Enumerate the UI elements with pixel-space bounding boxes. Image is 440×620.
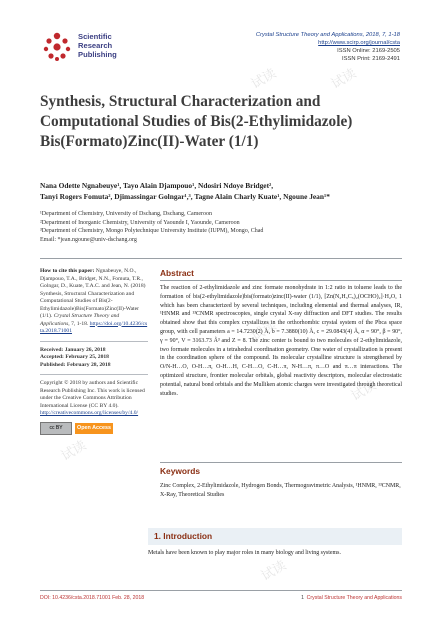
affiliations (40, 210, 402, 244)
divider (40, 258, 402, 259)
affiliation: ³Department of Chemistry, Mongo Polytechnique University Institute (IUPM), Mongo, Chad (40, 228, 264, 235)
page-footer (40, 595, 402, 601)
copyright-text: Copyright © 2018 by authors and Scientific Research Publishing Inc. This work is licensed under the Creative Commons Attribution International License (CC BY 4.0). (40, 380, 145, 409)
license-badges (40, 422, 148, 435)
affiliation: ¹Department of Chemistry, University of Dschang, Dschang, Cameroon (40, 211, 213, 217)
received-date: Received: January 26, 2018 (40, 346, 106, 353)
author-line: Nana Odette Ngnabeuye¹, Tayo Alain Djampouo¹, Ndosiri Ndoye Bridget², (40, 181, 274, 190)
watermark: 试读 (258, 557, 289, 584)
watermark: 试读 (58, 437, 89, 464)
journal-url-link[interactable]: http://www.scirp.org/journal/csta (318, 40, 400, 46)
page-number: 1 (301, 595, 304, 601)
divider (40, 374, 148, 375)
affiliation: ²Department of Inorganic Chemistry, University of Yaounde I, Yaounde, Cameroon (40, 219, 240, 226)
divider (160, 462, 402, 463)
journal-header (256, 31, 400, 63)
watermark: 试读 (328, 65, 359, 92)
journal-citation: Crystal Structure Theory and Applications, 2018, 7, 1-18 (255, 32, 400, 38)
citation-text: Ngnabeuye, N.O., Djampouo, T.A., Bridget, N.N., Fomuta, T.R., Golngar, D., Kuate, T.A.C. and Jean, N. (2018) Synthesis, Structural Characterization and Computational Studies of Bis(2-Ethylimidazole)Bis(Formato)Zinc(II)-Water (1/1). (40, 268, 146, 319)
citation-volume: 7, 1-18. (71, 320, 89, 327)
footer-journal: Crystal Structure Theory and Applications (306, 595, 402, 601)
article-info-column (40, 268, 148, 435)
footer-doi: DOI: 10.4236/csta.2018.71001 Feb. 28, 2018 (40, 595, 145, 601)
open-access-badge[interactable]: Open Access (75, 423, 113, 434)
author-line: Tanyi Rogers Fomuta², Djimassingar Golngar¹,³, Tagne Alain Charly Kuate¹, Ngoune Jean¹* (40, 192, 330, 201)
issn-online: ISSN Online: 2169-2505 (337, 48, 400, 54)
watermark: 试读 (248, 65, 279, 92)
paper-title: Synthesis, Structural Characterization and Computational Studies of Bis(2-Ethylimidazole) Bis(Formato)Zinc(II)-Water (1/1) (40, 93, 353, 150)
publisher-logo[interactable] (40, 30, 166, 64)
author-list (40, 180, 402, 202)
watermark: 试读 (348, 377, 379, 404)
citation-doi-link[interactable]: https://doi.org/10.4236/csta.2018.71001 (40, 320, 148, 334)
introduction-text: Metals have been known to play major roles in many biology and living systems. (148, 550, 341, 556)
scirp-logo-icon (40, 30, 74, 64)
license-link[interactable]: http://creativecommons.org/licenses/by/4.0/ (40, 410, 139, 416)
citation-label: How to cite this paper: (40, 268, 95, 274)
abstract-heading: Abstract (160, 268, 194, 278)
keywords-heading: Keywords (160, 466, 201, 476)
introduction-heading: 1. Introduction (148, 528, 402, 545)
citation-block (40, 268, 148, 336)
abstract-text: The reaction of 2-ethylimidazole and zinc formate monohydrate in 1:2 ratio in toluene leads to the formation of bis(2-ethylimidazole)bis(formato)zinc(II)-water (1/1), [Zn(N₂H₃C₅)₂(OCHO)₂]·H₂O, 1 which has been characterized by several techniques, including elemental and thermal analyses, IR, ¹HNMR and ¹³CNMR spectroscopies, single crystal X-ray diffraction and DFT studies. The results obtained show that this complex crystallizes in the orthorhombic crystal system of the Pbca space group, with cell parameters a = 14.7230(2) Å, b = 7.3880(10) Å, c = 29.0843(4) Å, α = 90°, β = 90°, γ = 90°, V = 3163.73 Å³ and Z = 8. The zinc center is bound to two molecules of 2-ethylimidazole, two formate molecules in a tetrahedral coordination geometry. One water of crystallization is present in the coordination sphere of the compound. Its molecular crystalline structure is strengthened by O/N-H…O, O-H…π, O-H…H, C-H…O, C-H…π, N-H…π, π…O and π…π interactions. The optimized structure, frontier molecular orbitals, global reactivity descriptors, molecular electrostatic potential, natural bond orbitals and the Mulliken atomic charges were investigated through theoretical studies. (160, 285, 402, 397)
keywords-text: Zinc Complex, 2-Ethylimidazole, Hydrogen Bonds, Thermogravimetric Analysis, ¹HNMR, ¹³CNMR, X-Ray, Theoretical Studies (160, 483, 401, 498)
watermark: 试读 (248, 317, 279, 344)
divider (40, 341, 148, 342)
accepted-date: Accepted: February 25, 2018 (40, 354, 109, 360)
cc-by-badge[interactable]: cc BY (40, 422, 72, 435)
footer-divider (40, 590, 402, 591)
issn-print: ISSN Print: 2169-2491 (341, 56, 400, 62)
citation-journal: Crystal Structure Theory and Applications, (40, 313, 120, 327)
publisher-name: Scientific Research Publishing (78, 32, 117, 59)
divider (160, 280, 402, 281)
published-date: Published: February 28, 2018 (40, 361, 111, 368)
author-email: Email: *jean.ngoune@univ-dschang.org (40, 236, 137, 243)
